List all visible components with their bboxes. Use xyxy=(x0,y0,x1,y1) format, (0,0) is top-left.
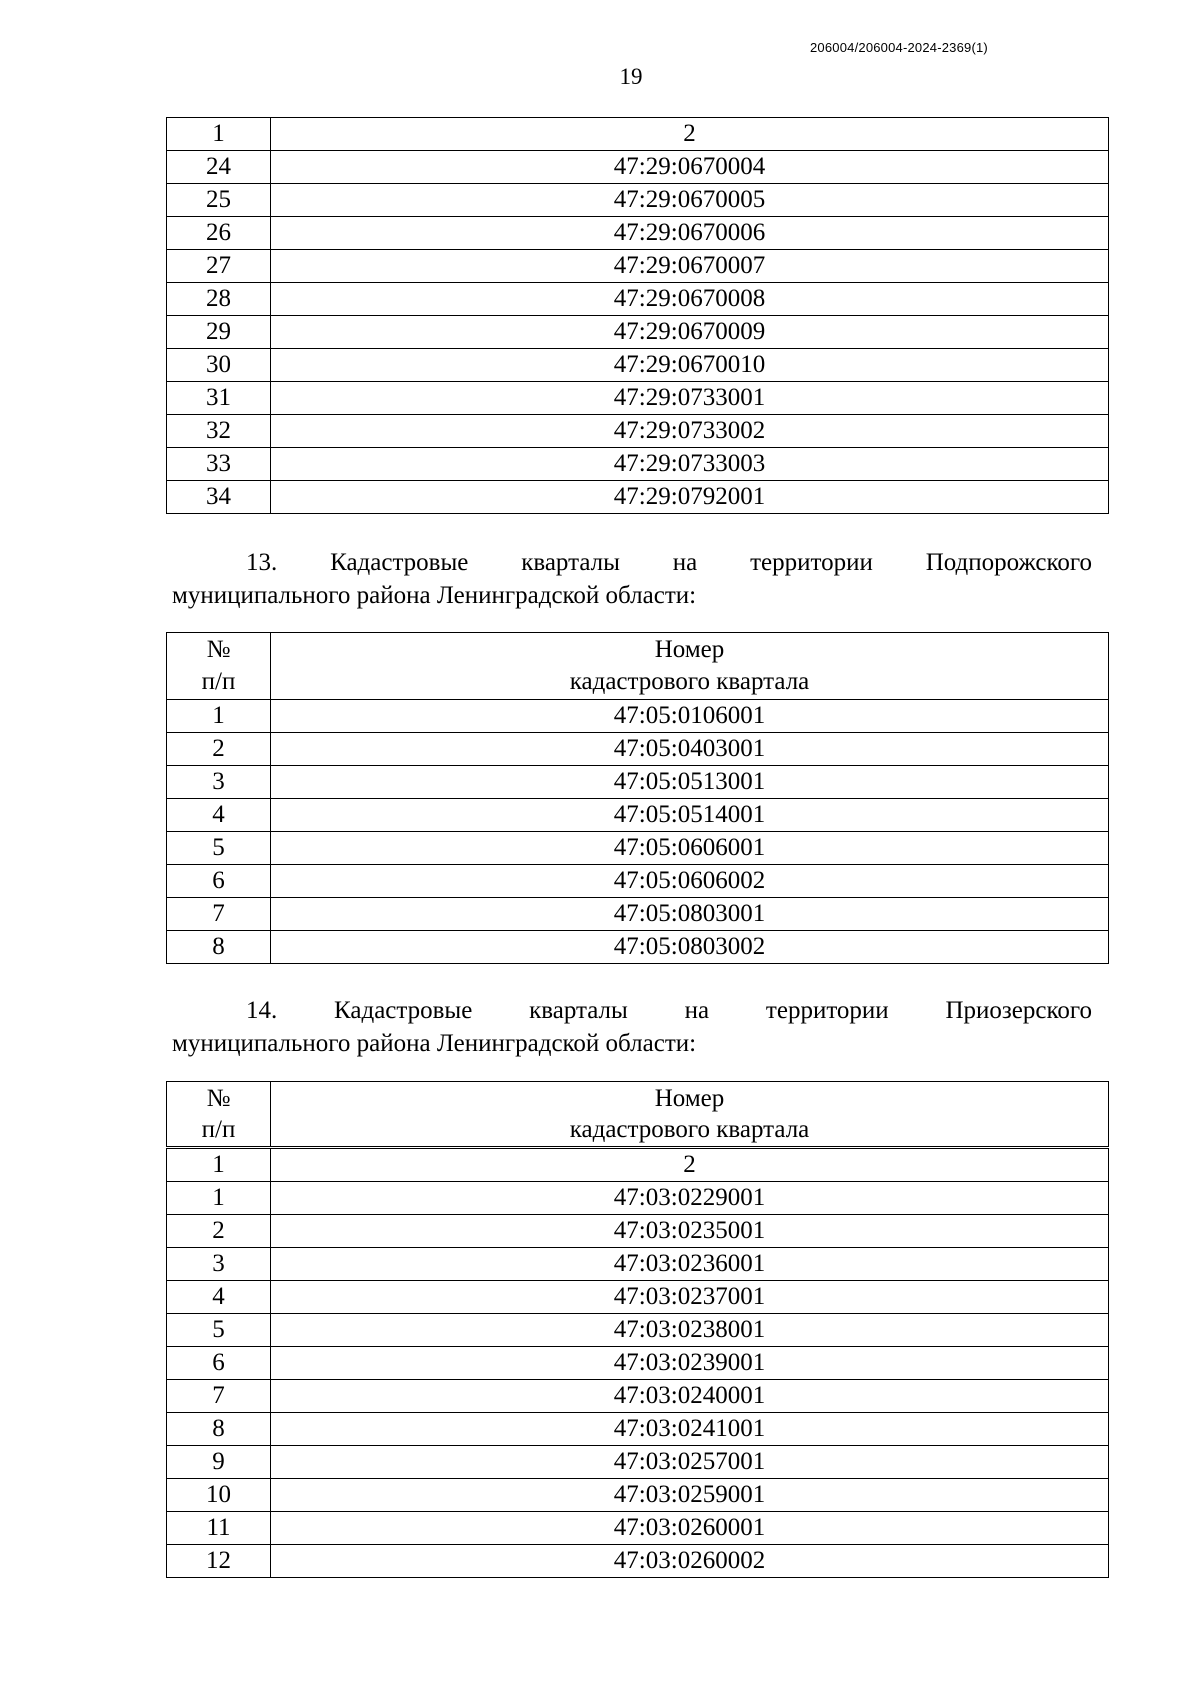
table-row xyxy=(167,733,1109,766)
header-line: п/п xyxy=(201,668,236,695)
row-number: 32 xyxy=(167,415,271,448)
cadastral-number: 47:29:0670006 xyxy=(271,217,1109,250)
row-number: 33 xyxy=(167,448,271,481)
cadastral-number: 47:03:0260001 xyxy=(271,1512,1109,1545)
cadastral-number: 47:03:0235001 xyxy=(271,1215,1109,1248)
table-row xyxy=(167,481,1109,514)
table-row xyxy=(167,1512,1109,1545)
section-number: 14. xyxy=(246,997,278,1024)
row-number: 30 xyxy=(167,349,271,382)
table-row xyxy=(167,799,1109,832)
row-number: 5 xyxy=(167,1314,271,1347)
table-row xyxy=(167,1281,1109,1314)
table-row xyxy=(167,1215,1109,1248)
cadastral-number: 47:05:0606001 xyxy=(271,832,1109,865)
row-number: 6 xyxy=(167,865,271,898)
heading-word: на xyxy=(684,997,710,1024)
row-number: 34 xyxy=(167,481,271,514)
table-row xyxy=(167,1479,1109,1512)
table-row xyxy=(167,865,1109,898)
table-row xyxy=(167,931,1109,964)
cadastral-number: 47:03:0257001 xyxy=(271,1446,1109,1479)
cadastral-number: 47:05:0513001 xyxy=(271,766,1109,799)
header-number-cell xyxy=(167,1082,271,1148)
table-row xyxy=(167,1446,1109,1479)
row-number: 28 xyxy=(167,283,271,316)
table-row xyxy=(167,1347,1109,1380)
heading-line-2: муниципального района Ленинградской области: xyxy=(172,582,697,609)
row-number: 2 xyxy=(167,1215,271,1248)
page-number: 19 xyxy=(619,64,643,89)
cadastral-number: 47:29:0670007 xyxy=(271,250,1109,283)
row-number: 7 xyxy=(167,898,271,931)
cadastral-number: 47:29:0670010 xyxy=(271,349,1109,382)
row-number: 29 xyxy=(167,316,271,349)
table-row xyxy=(167,382,1109,415)
header-line: № xyxy=(206,1085,231,1112)
heading-line-2: муниципального района Ленинградской области: xyxy=(172,1030,697,1057)
cadastral-number: 47:29:0670004 xyxy=(271,151,1109,184)
cadastral-number: 47:03:0260002 xyxy=(271,1545,1109,1578)
cadastral-number: 47:05:0403001 xyxy=(271,733,1109,766)
row-number: 5 xyxy=(167,832,271,865)
header-line: № xyxy=(206,636,231,663)
heading-word: Кадастровые xyxy=(334,997,473,1024)
row-number: 12 xyxy=(167,1545,271,1578)
cadastral-number: 47:29:0792001 xyxy=(271,481,1109,514)
table-row xyxy=(167,316,1109,349)
cadastral-number: 47:05:0606002 xyxy=(271,865,1109,898)
table-row xyxy=(167,184,1109,217)
cadastral-table-priozersky xyxy=(166,1081,1109,1578)
row-number: 6 xyxy=(167,1347,271,1380)
header-line: Номер xyxy=(654,1085,725,1112)
row-number: 25 xyxy=(167,184,271,217)
row-number: 8 xyxy=(167,1413,271,1446)
cadastral-number: 47:03:0240001 xyxy=(271,1380,1109,1413)
table-row xyxy=(167,448,1109,481)
row-number: 4 xyxy=(167,799,271,832)
row-number: 27 xyxy=(167,250,271,283)
row-number: 8 xyxy=(167,931,271,964)
cadastral-number: 47:03:0259001 xyxy=(271,1479,1109,1512)
cadastral-number: 47:29:0733002 xyxy=(271,415,1109,448)
row-number: 10 xyxy=(167,1479,271,1512)
table-header-row xyxy=(167,1082,1109,1148)
table-row xyxy=(167,283,1109,316)
table-row xyxy=(167,349,1109,382)
header-line: п/п xyxy=(201,1116,236,1143)
table-row xyxy=(167,1182,1109,1215)
cadastral-number: 47:29:0670005 xyxy=(271,184,1109,217)
table-row xyxy=(167,250,1109,283)
table-row xyxy=(167,766,1109,799)
header-line: Номер xyxy=(654,636,725,663)
row-number: 7 xyxy=(167,1380,271,1413)
document-id: 206004/206004-2024-2369(1) xyxy=(810,40,988,55)
heading-word: кварталы xyxy=(529,997,628,1024)
heading-word: Подпорожского xyxy=(925,549,1092,576)
table-row xyxy=(167,415,1109,448)
row-number: 9 xyxy=(167,1446,271,1479)
row-number: 1 xyxy=(167,700,271,733)
cadastral-number: 47:03:0237001 xyxy=(271,1281,1109,1314)
row-number: 26 xyxy=(167,217,271,250)
header-cell: 2 xyxy=(271,118,1109,151)
cadastral-number: 47:03:0238001 xyxy=(271,1314,1109,1347)
section-14-heading xyxy=(172,994,1092,1060)
table-row xyxy=(167,832,1109,865)
row-number: 24 xyxy=(167,151,271,184)
cadastral-number: 47:03:0241001 xyxy=(271,1413,1109,1446)
row-number: 31 xyxy=(167,382,271,415)
section-13-heading xyxy=(172,546,1092,612)
table-header-row xyxy=(167,633,1109,700)
header-cadastral-cell xyxy=(271,633,1109,700)
table-header-row xyxy=(167,118,1109,151)
header-cadastral-cell xyxy=(271,1082,1109,1148)
heading-word: кварталы xyxy=(521,549,620,576)
row-number: 1 xyxy=(167,1182,271,1215)
cadastral-number: 47:29:0670008 xyxy=(271,283,1109,316)
heading-word: на xyxy=(672,549,698,576)
column-number-cell: 2 xyxy=(271,1148,1109,1182)
cadastral-number: 47:05:0803001 xyxy=(271,898,1109,931)
header-number-cell xyxy=(167,633,271,700)
cadastral-number: 47:03:0239001 xyxy=(271,1347,1109,1380)
cadastral-number: 47:29:0733003 xyxy=(271,448,1109,481)
cadastral-table-continued xyxy=(166,117,1109,514)
cadastral-number: 47:03:0236001 xyxy=(271,1248,1109,1281)
table-row xyxy=(167,1380,1109,1413)
heading-word: территории xyxy=(750,549,873,576)
cadastral-number: 47:03:0229001 xyxy=(271,1182,1109,1215)
row-number: 4 xyxy=(167,1281,271,1314)
table-row xyxy=(167,898,1109,931)
table-row xyxy=(167,700,1109,733)
heading-word: территории xyxy=(765,997,889,1024)
section-number: 13. xyxy=(246,549,278,576)
row-number: 3 xyxy=(167,1248,271,1281)
cadastral-number: 47:05:0106001 xyxy=(271,700,1109,733)
column-number-cell: 1 xyxy=(167,1148,271,1182)
cadastral-number: 47:05:0803002 xyxy=(271,931,1109,964)
row-number: 11 xyxy=(167,1512,271,1545)
column-number-row xyxy=(167,1148,1109,1182)
table-row xyxy=(167,1413,1109,1446)
header-cell: 1 xyxy=(167,118,271,151)
cadastral-number: 47:29:0670009 xyxy=(271,316,1109,349)
heading-word: Кадастровые xyxy=(330,549,469,576)
table-row xyxy=(167,1248,1109,1281)
table-row xyxy=(167,151,1109,184)
heading-word: Приозерского xyxy=(945,997,1092,1024)
table-row xyxy=(167,217,1109,250)
header-line: кадастрового квартала xyxy=(569,1116,810,1143)
cadastral-number: 47:29:0733001 xyxy=(271,382,1109,415)
cadastral-table-podporozhsky xyxy=(166,632,1109,964)
table-row xyxy=(167,1545,1109,1578)
row-number: 2 xyxy=(167,733,271,766)
table-row xyxy=(167,1314,1109,1347)
cadastral-number: 47:05:0514001 xyxy=(271,799,1109,832)
header-line: кадастрового квартала xyxy=(569,668,810,695)
row-number: 3 xyxy=(167,766,271,799)
